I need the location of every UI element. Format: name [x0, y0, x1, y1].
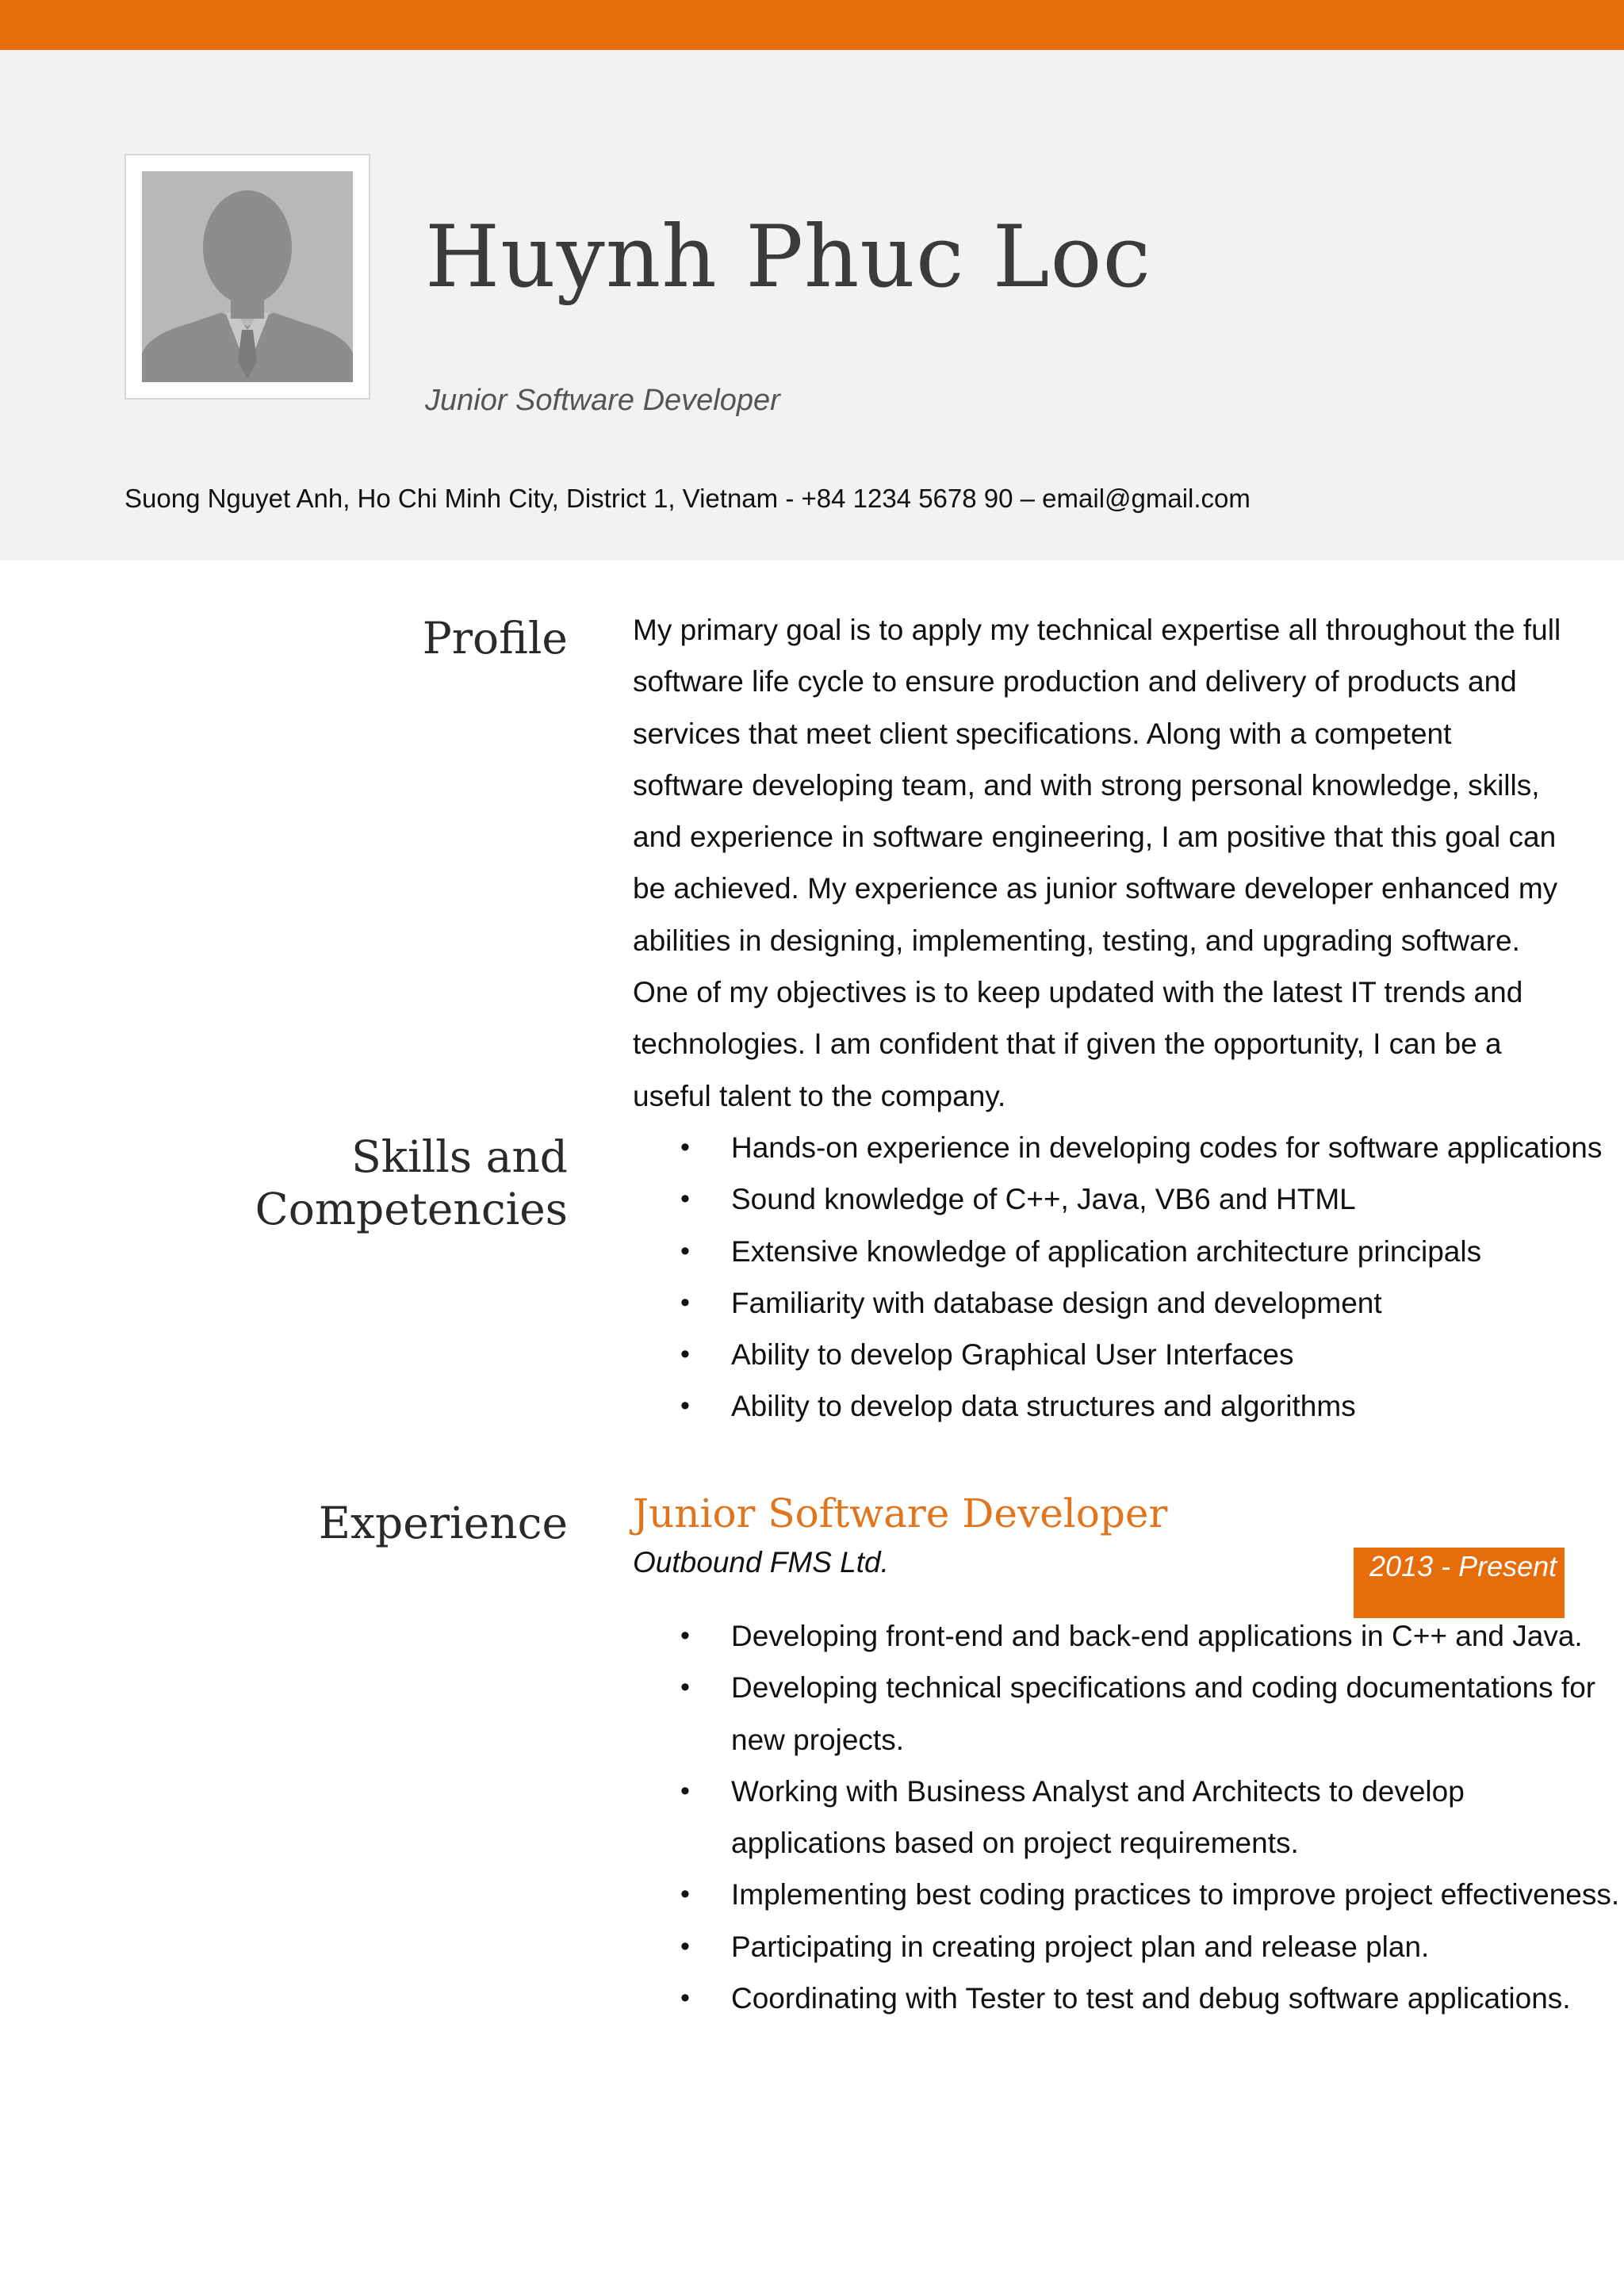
list-item: • Working with Business Analyst and Architects to develop applications based on project requirements. [731, 1766, 1624, 1869]
list-item: • Ability to develop data structures and algorithms [731, 1380, 1624, 1432]
experience-heading: Experience [318, 1498, 568, 1548]
list-item: • Familiarity with database design and development [731, 1277, 1624, 1329]
candidate-role: Junior Software Developer [425, 384, 780, 417]
list-item: • Hands-on experience in developing codes for software applications [731, 1122, 1624, 1173]
list-item: • Developing technical specifications and coding documentations for new projects. [731, 1662, 1624, 1766]
date-badge: 2013 - Present [1354, 1548, 1565, 1618]
list-item: • Extensive knowledge of application architecture principals [731, 1226, 1624, 1277]
skills-list [633, 1122, 1624, 1433]
list-item: • Implementing best coding practices to improve project effectiveness. [731, 1869, 1624, 1920]
candidate-name: Huynh Phuc Loc [425, 208, 1152, 307]
profile-photo [124, 154, 370, 400]
job-title: Junior Software Developer [633, 1490, 1168, 1536]
list-item: • Sound knowledge of C++, Java, VB6 and HTML [731, 1173, 1624, 1225]
list-item: • Developing front-end and back-end applications in C++ and Java. [731, 1610, 1624, 1662]
company-name: Outbound FMS Ltd. [633, 1546, 889, 1578]
profile-summary: My primary goal is to apply my technical expertise all throughout the full software life cycle to ensure production and delivery of products and services that meet client specifications. Along with a competent software developing team, and with strong personal knowledge, skills, and experience in software engineering, I am positive that this goal can be achieved. My experience as junior software developer enhanced my abilities in designing, implementing, testing, and upgrading software. One of my objectives is to keep updated with the latest IT trends and technologies. I am confident that if given the opportunity, I can be a useful talent to the company. [633, 614, 1561, 1112]
profile-heading: Profile [422, 613, 568, 664]
list-item: • Participating in creating project plan and release plan. [731, 1921, 1624, 1973]
list-item: • Ability to develop Graphical User Interfaces [731, 1329, 1624, 1380]
contact-line: Suong Nguyet Anh, Ho Chi Minh City, District 1, Vietnam - +84 1234 5678 90 – email@gmail.com [124, 484, 1251, 513]
person-silhouette-icon [142, 171, 353, 382]
duties-list [633, 1610, 1624, 2024]
skills-heading: Skills and Competencies [255, 1131, 568, 1234]
list-item: • Coordinating with Tester to test and debug software applications. [731, 1973, 1624, 2024]
top-accent-bar [0, 0, 1624, 50]
